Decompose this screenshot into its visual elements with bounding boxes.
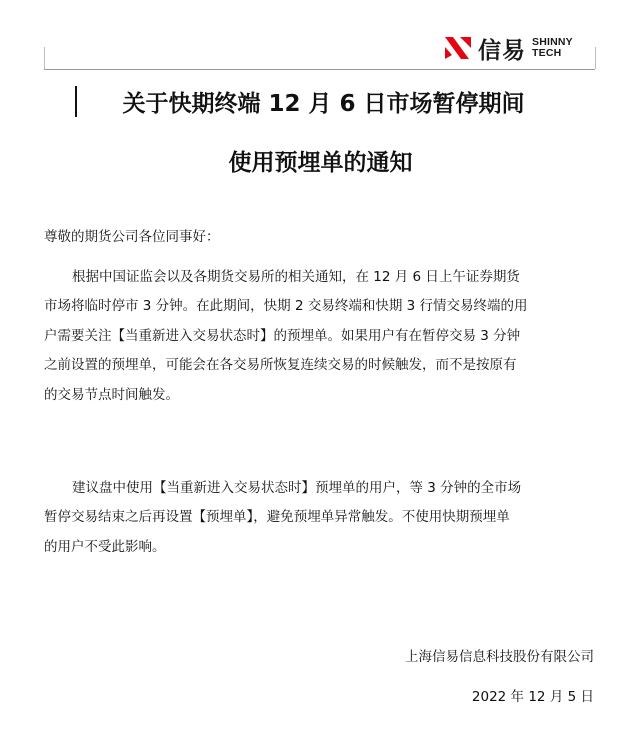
header-divider — [44, 69, 595, 70]
document-title-line2: 使用预埋单的通知 — [228, 150, 413, 176]
signature-date: 2022 年 12 月 5 日 — [471, 689, 594, 705]
signature-company: 上海信易信息科技股份有限公司 — [405, 649, 594, 665]
paragraph-1-line: 户需要关注【当重新进入交易状态时】的预埋单。如果用户有在暂停交易 3 分钟 — [44, 327, 521, 344]
paragraph-2-line: 的用户不受此影响。 — [44, 538, 166, 555]
document-title-line1: 关于快期终端 12 月 6 日市场暂停期间 — [122, 91, 525, 117]
logo-chinese-name: 信易 — [478, 37, 526, 64]
paragraph-1 — [44, 263, 600, 410]
page-corner-mark-right — [595, 47, 596, 69]
logo-english-line2: TECH — [532, 47, 562, 59]
paragraph-1-line: 市场将临时停市 3 分钟。在此期间，快期 2 交易终端和快期 3 行情交易终端的用 — [44, 298, 528, 315]
shinny-logo-icon — [443, 33, 473, 63]
company-logo — [443, 31, 573, 65]
logo-english-line1: SHINNY — [532, 36, 573, 48]
paragraph-2 — [44, 474, 600, 562]
paragraph-1-line: 根据中国证监会以及各期货交易所的相关通知，在 12 月 6 日上午证券期货 — [72, 269, 520, 285]
greeting: 尊敬的期货公司各位同事好： — [44, 229, 220, 245]
paragraph-2-line: 暂停交易结束之后再设置【预埋单】，避免预埋单异常触发。不使用快期预埋单 — [44, 509, 510, 526]
logo-english-name — [532, 37, 573, 59]
paragraph-1-line: 的交易节点时间触发。 — [44, 386, 179, 403]
paragraph-2-line: 建议盘中使用【当重新进入交易状态时】预埋单的用户，等 3 分钟的全市场 — [72, 480, 522, 496]
page-corner-mark-left — [44, 47, 45, 69]
paragraph-1-line: 之前设置的预埋单，可能会在各交易所恢复连续交易的时候触发，而不是按原有 — [44, 357, 517, 374]
